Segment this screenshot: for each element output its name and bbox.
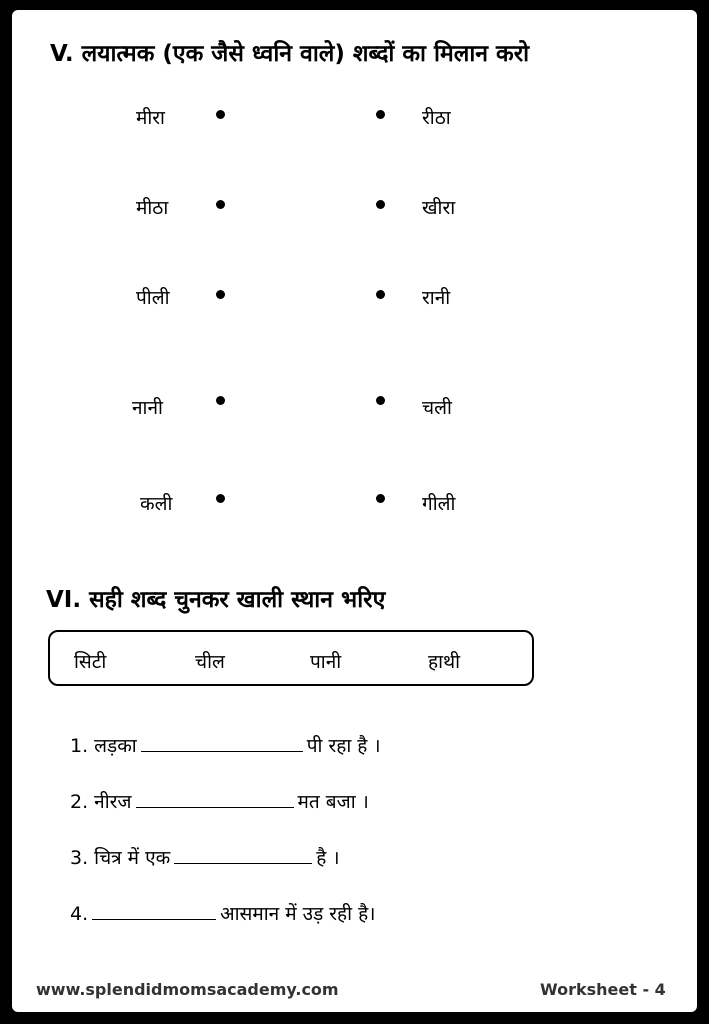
right-word: खीरा	[422, 197, 456, 219]
question-3	[70, 844, 340, 870]
question-text: मत बजा ।	[297, 791, 369, 813]
option-word: चील	[195, 651, 225, 673]
option-word: हाथी	[428, 651, 461, 673]
right-word: चली	[422, 397, 452, 419]
question-text: 1. लड़का	[70, 735, 137, 757]
question-text: आसमान में उड़ रही है।	[220, 903, 376, 925]
question-text: 3. चित्र में एक	[70, 847, 171, 869]
question-text: 2. नीरज	[70, 791, 132, 813]
match-dot-left[interactable]	[216, 494, 225, 503]
match-dot-left[interactable]	[216, 290, 225, 299]
right-word: रानी	[422, 287, 451, 309]
question-text: पी रहा है ।	[306, 735, 381, 757]
right-word: गीली	[422, 493, 456, 515]
footer-worksheet-number: Worksheet - 4	[540, 980, 666, 999]
left-word: मीरा	[136, 107, 165, 129]
left-word: नानी	[132, 397, 163, 419]
word-options-box	[48, 630, 534, 686]
question-2	[70, 788, 369, 814]
right-word: रीठा	[422, 107, 451, 129]
question-text: है ।	[316, 847, 340, 869]
option-word: सिटी	[74, 651, 107, 673]
answer-blank[interactable]	[136, 791, 294, 808]
question-text: 4.	[70, 903, 89, 925]
answer-blank[interactable]	[141, 735, 303, 752]
answer-blank[interactable]	[92, 903, 216, 920]
option-word: पानी	[310, 651, 342, 673]
match-dot-right[interactable]	[376, 396, 385, 405]
match-dot-left[interactable]	[216, 396, 225, 405]
match-dot-left[interactable]	[216, 200, 225, 209]
match-dot-right[interactable]	[376, 494, 385, 503]
section-5-title: V. लयात्मक (एक जैसे ध्वनि वाले) शब्दों का मिलान करो	[50, 41, 530, 67]
answer-blank[interactable]	[174, 847, 312, 864]
footer-website: www.splendidmomsacademy.com	[36, 980, 339, 999]
left-word: मीठा	[136, 197, 169, 219]
left-word: पीली	[136, 287, 170, 309]
worksheet-page	[12, 10, 697, 1012]
match-dot-right[interactable]	[376, 290, 385, 299]
question-4	[70, 900, 375, 926]
match-dot-right[interactable]	[376, 110, 385, 119]
match-dot-right[interactable]	[376, 200, 385, 209]
left-word: कली	[140, 493, 173, 515]
section-6-title: VI. सही शब्द चुनकर खाली स्थान भरिए	[46, 587, 386, 613]
question-1	[70, 732, 381, 758]
match-dot-left[interactable]	[216, 110, 225, 119]
